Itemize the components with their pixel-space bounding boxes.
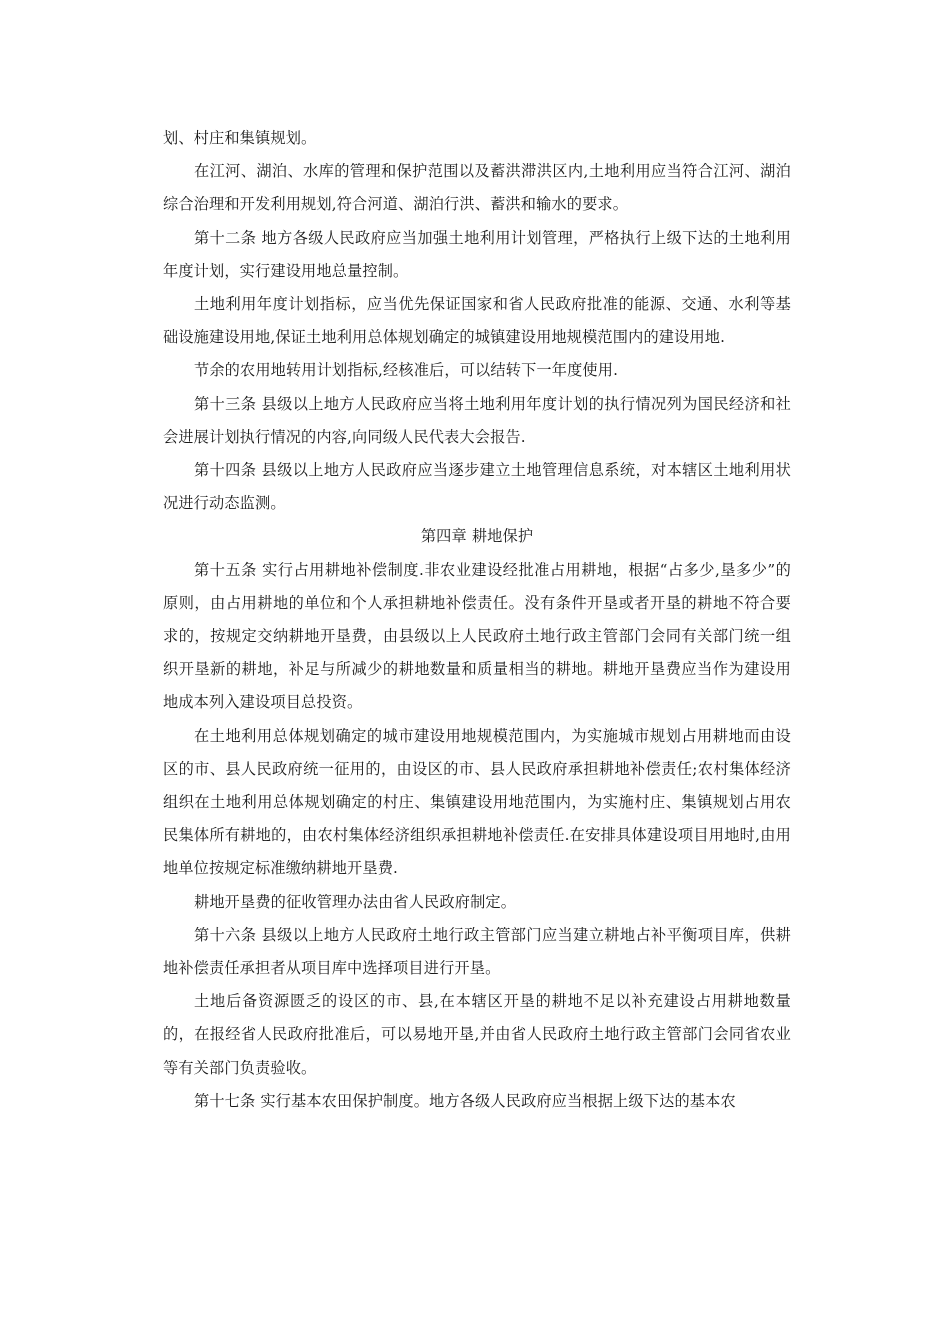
paragraph: 耕地开垦费的征收管理办法由省人民政府制定。	[194, 892, 517, 911]
article-13: 第十三条 县级以上地方人民政府应当将土地利用年度计划的执行情况列为国民经济和社会进展计划执行情况的内容,向同级人民代表大会报告.	[163, 394, 791, 446]
article-12: 第十二条 地方各级人民政府应当加强土地利用计划管理，严格执行上级下达的土地利用年度计划，实行建设用地总量控制。	[163, 228, 791, 280]
document-body	[163, 122, 791, 1118]
paragraph: 在土地利用总体规划确定的城市建设用地规模范围内，为实施城市规划占用耕地而由设区的市、县人民政府统一征用的，由设区的市、县人民政府承担耕地补偿责任;农村集体经济组织在土地利用总体规划确定的村庄、集镇建设用地范围内，为实施村庄、集镇规划占用农民集体所有耕地的，由农村集体经济组织承担耕地补偿责任.在安排具体建设项目用地时,由用地单位按规定标准缴纳耕地开垦费.	[163, 726, 791, 878]
paragraph: 节余的农用地转用计划指标,经核准后，可以结转下一年度使用.	[194, 361, 619, 380]
paragraph: 土地利用年度计划指标，应当优先保证国家和省人民政府批准的能源、交通、水利等基础设施建设用地,保证土地利用总体规划确定的城镇建设用地规模范围内的建设用地.	[163, 295, 791, 347]
article-17: 第十七条 实行基本农田保护制度。地方各级人民政府应当根据上级下达的基本农	[194, 1091, 736, 1110]
paragraph: 土地后备资源匮乏的设区的市、县,在本辖区开垦的耕地不足以补充建设占用耕地数量的，在报经省人民政府批准后，可以易地开垦,并由省人民政府土地行政主管部门会同省农业等有关部门负责验收。	[163, 992, 791, 1077]
paragraph: 划、村庄和集镇规划。	[163, 129, 317, 147]
paragraph: 在江河、湖泊、水库的管理和保护范围以及蓄洪滞洪区内,土地利用应当符合江河、湖泊综合治理和开发利用规划,符合河道、湖泊行洪、蓄洪和输水的要求。	[163, 162, 791, 214]
article-15: 第十五条 实行占用耕地补偿制度.非农业建设经批准占用耕地，根据“占多少,垦多少”的原则，由占用耕地的单位和个人承担耕地补偿责任。没有条件开垦或者开垦的耕地不符合要求的，按规定交纳耕地开垦费，由县级以上人民政府土地行政主管部门会同有关部门统一组织开垦新的耕地，补足与所减少的耕地数量和质量相当的耕地。耕地开垦费应当作为建设用地成本列入建设项目总投资。	[163, 560, 791, 712]
article-14: 第十四条 县级以上地方人民政府应当逐步建立土地管理信息系统，对本辖区土地利用状况进行动态监测。	[163, 461, 791, 513]
article-16: 第十六条 县级以上地方人民政府土地行政主管部门应当建立耕地占补平衡项目库，供耕地补偿责任承担者从项目库中选择项目进行开垦。	[163, 925, 791, 978]
chapter-heading: 第四章 耕地保护	[420, 527, 534, 546]
